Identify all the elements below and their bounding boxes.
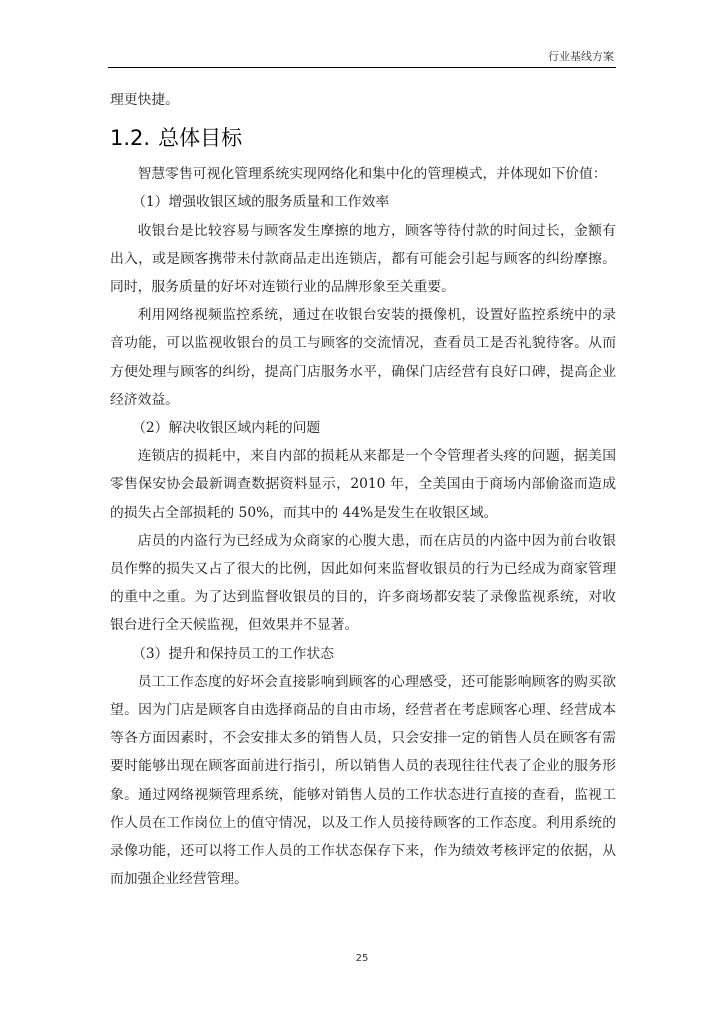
subheading-2: （2）解决收银区域内耗的问题 [132,420,321,437]
paragraph: 连锁店的损耗中，来自内部的损耗从来都是一个令管理者头疼的问题，据美国零售保安协会最新调查数据资料显示，2010 年，全美国由于商场内部偷盗而造成的损失占全部损耗的 50%，而其中的 44%是发生在收银区域。 [110,448,616,521]
section-number: 1.2. [110,126,151,151]
paragraph: 收银台是比较容易与顾客发生摩擦的地方，顾客等待付款的时间过长，金额有出入，或是顾客携带未付款商品走出连锁店，都有可能会引起与顾客的纠纷摩擦。同时，服务质量的好坏对连锁行业的品牌形象至关重要。 [110,222,616,296]
paragraph: 员工工作态度的好坏会直接影响到顾客的心理感受，还可能影响顾客的购买欲望。因为门店是顾客自由选择商品的自由市场，经营者在考虑顾客心理、经营成本等各方面因素时，不会安排太多的销售人员，只会安排一定的销售人员在顾客有需要时能够出现在顾客面前进行指引，所以销售人员的表现往往代表了企业的服务形象。通过网络视频管理系统，能够对销售人员的工作状态进行直接的查看，监视工作人员在工作岗位上的值守情况，以及工作人员接待顾客的工作态度。利用系统的录像功能，还可以将工作人员的工作状态保存下来，作为绩效考核评定的依据，从而加强企业经营管理。 [110,673,616,888]
subheading-3: （3）提升和保持员工的工作状态 [132,645,335,662]
paragraph: 利用网络视频监控系统，通过在收银台安装的摄像机，设置好监控系统中的录音功能，可以监视收银台的员工与顾客的交流情况，查看员工是否礼貌待客。从而方便处理与顾客的纠纷，提高门店服务水平，确保门店经营有良好口碑，提高企业经济效益。 [110,307,616,408]
intro-paragraph: 智慧零售可视化管理系统实现网络化和集中化的管理模式，并体现如下价值： [137,166,607,183]
document-body [110,86,616,893]
continued-paragraph: 理更快捷。 [110,92,179,108]
section-title: 总体目标 [158,126,243,151]
page-number: 25 [355,953,369,964]
paragraph: 店员的内盗行为已经成为众商家的心腹大患，而在店员的内盗中因为前台收银员作弊的损失又占了很大的比例，因此如何来监督收银员的行为已经成为商家管理的重中之重。为了达到监督收银员的目的，许多商场都安装了录像监视系统，对收银台进行全天候监视，但效果并不显著。 [110,532,616,634]
header-divider [108,67,616,68]
header-title: 行业基线方案 [548,50,614,63]
subheading-1: （1）增强收银区域的服务质量和工作效率 [132,194,390,211]
section-heading [110,122,616,154]
